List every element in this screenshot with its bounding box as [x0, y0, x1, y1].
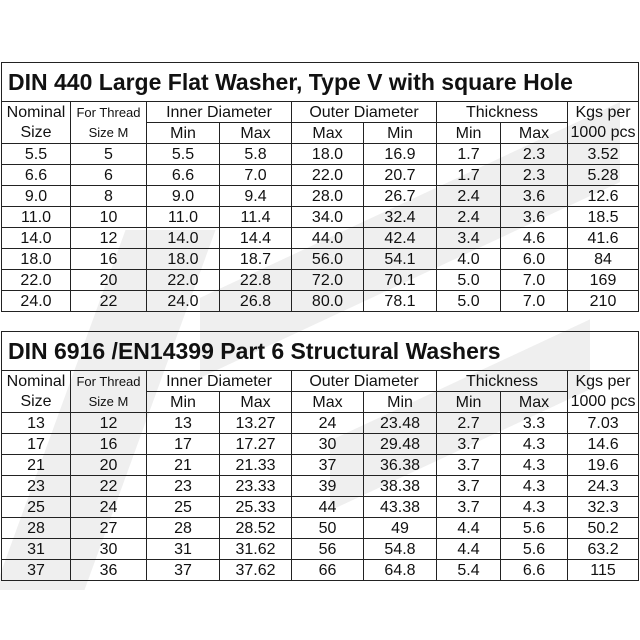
table-cell: 78.1 — [364, 291, 437, 312]
table-row — [2, 228, 639, 249]
table-cell: 9.0 — [147, 186, 220, 207]
table-cell: 37 — [2, 560, 71, 581]
subheader: Min — [437, 392, 501, 413]
header-thickness: Thickness — [437, 102, 568, 123]
table-cell: 5.4 — [437, 560, 501, 581]
table-cell: 37 — [147, 560, 220, 581]
table-cell: 44 — [292, 497, 364, 518]
table-cell: 36.38 — [364, 455, 437, 476]
table-cell: 31 — [2, 539, 71, 560]
table-cell: 7.0 — [501, 291, 568, 312]
table-cell: 54.8 — [364, 539, 437, 560]
table-title: DIN 440 Large Flat Washer, Type V with square Hole — [2, 63, 639, 102]
table-cell: 19.6 — [568, 455, 639, 476]
table-cell: 7.0 — [501, 270, 568, 291]
table-cell: 13.27 — [220, 413, 292, 434]
table-cell: 50 — [292, 518, 364, 539]
table-row — [2, 165, 639, 186]
table-cell: 2.7 — [437, 413, 501, 434]
table-cell: 16.9 — [364, 144, 437, 165]
table-cell: 23.48 — [364, 413, 437, 434]
subheader: Min — [147, 392, 220, 413]
table-cell: 4.3 — [501, 434, 568, 455]
table-cell: 2.4 — [437, 207, 501, 228]
header-thread-2: Size M — [71, 392, 147, 413]
table-row — [2, 539, 639, 560]
table-cell: 17.27 — [220, 434, 292, 455]
table-cell: 28.0 — [292, 186, 364, 207]
table-cell: 18.5 — [568, 207, 639, 228]
table-row — [2, 497, 639, 518]
header-thread-2: Size M — [71, 123, 147, 144]
table-cell: 11.0 — [2, 207, 71, 228]
table-cell: 43.38 — [364, 497, 437, 518]
table-cell: 6.0 — [501, 249, 568, 270]
header-thread: For Thread — [71, 102, 147, 123]
header-kgs-2: 1000 pcs — [568, 123, 639, 144]
table-cell: 30 — [71, 539, 147, 560]
table-cell: 30 — [292, 434, 364, 455]
table-cell: 56 — [292, 539, 364, 560]
table-cell: 20.7 — [364, 165, 437, 186]
table-cell: 28 — [147, 518, 220, 539]
table-cell: 12.6 — [568, 186, 639, 207]
table-cell: 4.4 — [437, 518, 501, 539]
table-cell: 7.03 — [568, 413, 639, 434]
table-cell: 5.6 — [501, 539, 568, 560]
table-cell: 11.0 — [147, 207, 220, 228]
table-cell: 37 — [292, 455, 364, 476]
table-cell: 72.0 — [292, 270, 364, 291]
table-row — [2, 270, 639, 291]
header-thread: For Thread — [71, 371, 147, 392]
table-cell: 18.0 — [147, 249, 220, 270]
subheader: Min — [437, 123, 501, 144]
table-cell: 26.8 — [220, 291, 292, 312]
table-cell: 21 — [147, 455, 220, 476]
table-row — [2, 476, 639, 497]
subheader: Max — [292, 392, 364, 413]
table-cell: 5.6 — [501, 518, 568, 539]
table-cell: 4.3 — [501, 476, 568, 497]
table-cell: 3.6 — [501, 207, 568, 228]
table-cell: 3.7 — [437, 434, 501, 455]
table-cell: 32.4 — [364, 207, 437, 228]
table-cell: 25 — [2, 497, 71, 518]
header-kgs: Kgs per — [568, 102, 639, 123]
table-cell: 115 — [568, 560, 639, 581]
table-cell: 1.7 — [437, 165, 501, 186]
table-cell: 12 — [71, 228, 147, 249]
table-cell: 20 — [71, 455, 147, 476]
table-cell: 37.62 — [220, 560, 292, 581]
table-cell: 50.2 — [568, 518, 639, 539]
table-row — [2, 434, 639, 455]
table-cell: 64.8 — [364, 560, 437, 581]
table-row — [2, 560, 639, 581]
table-cell: 6.6 — [147, 165, 220, 186]
header-kgs: Kgs per — [568, 371, 639, 392]
table-cell: 5.28 — [568, 165, 639, 186]
table-cell: 13 — [2, 413, 71, 434]
table-cell: 1.7 — [437, 144, 501, 165]
table-cell: 27 — [71, 518, 147, 539]
table-cell: 3.3 — [501, 413, 568, 434]
header-kgs-2: 1000 pcs — [568, 392, 639, 413]
table-cell: 22 — [71, 476, 147, 497]
table-row — [2, 455, 639, 476]
table-cell: 21 — [2, 455, 71, 476]
table-cell: 11.4 — [220, 207, 292, 228]
table-cell: 5.8 — [220, 144, 292, 165]
table-cell: 21.33 — [220, 455, 292, 476]
din6916-table — [1, 331, 639, 581]
table-cell: 3.6 — [501, 186, 568, 207]
table-row — [2, 207, 639, 228]
table-cell: 9.0 — [2, 186, 71, 207]
table-cell: 25 — [147, 497, 220, 518]
table-cell: 24 — [292, 413, 364, 434]
table-cell: 17 — [2, 434, 71, 455]
table-cell: 22 — [71, 291, 147, 312]
table-cell: 210 — [568, 291, 639, 312]
header-inner-diameter: Inner Diameter — [147, 102, 292, 123]
table-cell: 2.3 — [501, 165, 568, 186]
subheader: Max — [501, 392, 568, 413]
table-cell: 5.5 — [147, 144, 220, 165]
header-outer-diameter: Outer Diameter — [292, 102, 437, 123]
din440-table — [1, 62, 639, 312]
table-cell: 20 — [71, 270, 147, 291]
table-cell: 63.2 — [568, 539, 639, 560]
table-cell: 38.38 — [364, 476, 437, 497]
table-cell: 4.3 — [501, 455, 568, 476]
table-cell: 42.4 — [364, 228, 437, 249]
table-cell: 24 — [71, 497, 147, 518]
table-cell: 5.0 — [437, 270, 501, 291]
table-cell: 24.3 — [568, 476, 639, 497]
subheader: Max — [292, 123, 364, 144]
table-cell: 8 — [71, 186, 147, 207]
table-cell: 22.0 — [147, 270, 220, 291]
table-cell: 9.4 — [220, 186, 292, 207]
table-cell: 31.62 — [220, 539, 292, 560]
table-row — [2, 186, 639, 207]
table-cell: 24.0 — [2, 291, 71, 312]
table-cell: 5.0 — [437, 291, 501, 312]
subheader: Min — [364, 392, 437, 413]
table-cell: 14.0 — [2, 228, 71, 249]
table-cell: 41.6 — [568, 228, 639, 249]
table-cell: 14.0 — [147, 228, 220, 249]
subheader: Max — [220, 123, 292, 144]
table-cell: 28 — [2, 518, 71, 539]
table-cell: 22.0 — [292, 165, 364, 186]
table-cell: 18.7 — [220, 249, 292, 270]
table-cell: 4.0 — [437, 249, 501, 270]
subheader: Max — [220, 392, 292, 413]
table-cell: 84 — [568, 249, 639, 270]
table-cell: 4.3 — [501, 497, 568, 518]
table-cell: 25.33 — [220, 497, 292, 518]
table-row — [2, 249, 639, 270]
table-cell: 56.0 — [292, 249, 364, 270]
table-cell: 7.0 — [220, 165, 292, 186]
table-cell: 3.7 — [437, 497, 501, 518]
subheader: Max — [501, 123, 568, 144]
table-cell: 54.1 — [364, 249, 437, 270]
table-row — [2, 144, 639, 165]
table-cell: 18.0 — [292, 144, 364, 165]
header-inner-diameter: Inner Diameter — [147, 371, 292, 392]
table-title: DIN 6916 /EN14399 Part 6 Structural Washers — [2, 332, 639, 371]
table-cell: 3.52 — [568, 144, 639, 165]
table-cell: 31 — [147, 539, 220, 560]
table-cell: 23 — [2, 476, 71, 497]
table-row — [2, 291, 639, 312]
table-cell: 23.33 — [220, 476, 292, 497]
table-cell: 6.6 — [2, 165, 71, 186]
table-cell: 2.3 — [501, 144, 568, 165]
table-cell: 2.4 — [437, 186, 501, 207]
table-cell: 18.0 — [2, 249, 71, 270]
table-cell: 22.0 — [2, 270, 71, 291]
table-cell: 80.0 — [292, 291, 364, 312]
table-cell: 36 — [71, 560, 147, 581]
table-cell: 4.4 — [437, 539, 501, 560]
table-cell: 3.7 — [437, 455, 501, 476]
header-nominal: Nominal — [2, 371, 71, 392]
table-cell: 10 — [71, 207, 147, 228]
header-outer-diameter: Outer Diameter — [292, 371, 437, 392]
table-cell: 4.6 — [501, 228, 568, 249]
table-cell: 23 — [147, 476, 220, 497]
table-cell: 49 — [364, 518, 437, 539]
table-cell: 6 — [71, 165, 147, 186]
table-cell: 39 — [292, 476, 364, 497]
table-cell: 5.5 — [2, 144, 71, 165]
table-cell: 5 — [71, 144, 147, 165]
subheader: Min — [364, 123, 437, 144]
table-cell: 28.52 — [220, 518, 292, 539]
table-cell: 24.0 — [147, 291, 220, 312]
table-cell: 6.6 — [501, 560, 568, 581]
table-cell: 3.4 — [437, 228, 501, 249]
table-cell: 169 — [568, 270, 639, 291]
table-cell: 26.7 — [364, 186, 437, 207]
table-cell: 16 — [71, 249, 147, 270]
table-row — [2, 518, 639, 539]
table-cell: 66 — [292, 560, 364, 581]
table-cell: 70.1 — [364, 270, 437, 291]
table-cell: 32.3 — [568, 497, 639, 518]
table-cell: 22.8 — [220, 270, 292, 291]
header-nominal-2: Size — [2, 392, 71, 413]
table-cell: 14.6 — [568, 434, 639, 455]
table-cell: 44.0 — [292, 228, 364, 249]
table-cell: 13 — [147, 413, 220, 434]
table-cell: 17 — [147, 434, 220, 455]
table-cell: 14.4 — [220, 228, 292, 249]
table-cell: 12 — [71, 413, 147, 434]
header-thickness: Thickness — [437, 371, 568, 392]
header-nominal-2: Size — [2, 123, 71, 144]
table-cell: 34.0 — [292, 207, 364, 228]
header-nominal: Nominal — [2, 102, 71, 123]
subheader: Min — [147, 123, 220, 144]
table-cell: 16 — [71, 434, 147, 455]
table-cell: 29.48 — [364, 434, 437, 455]
table-cell: 3.7 — [437, 476, 501, 497]
table-row — [2, 413, 639, 434]
